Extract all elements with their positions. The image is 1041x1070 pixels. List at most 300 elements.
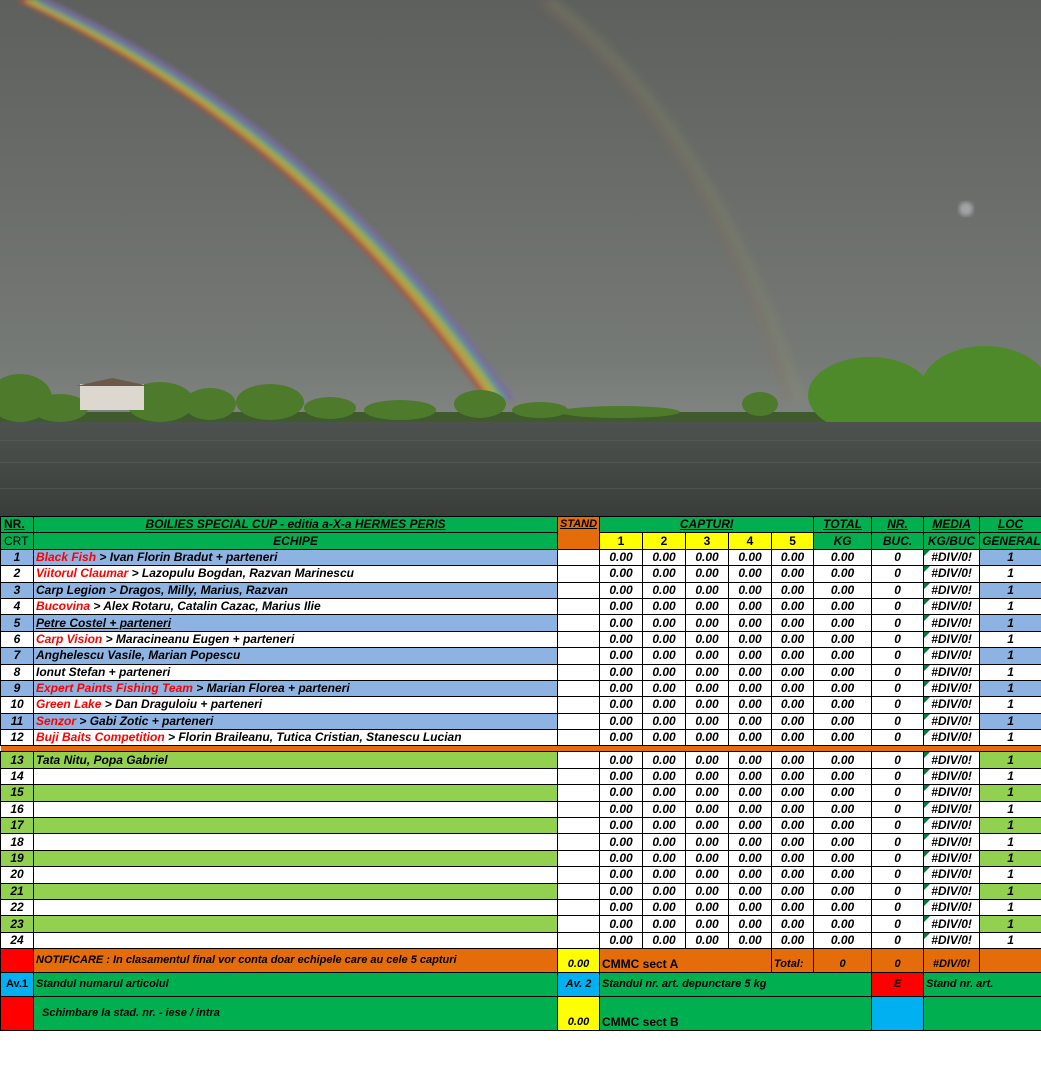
capture-cell[interactable]: 0.00 (643, 730, 686, 746)
stand-cell[interactable] (558, 549, 600, 565)
capture-cell[interactable]: 0.00 (600, 867, 643, 883)
capture-cell[interactable]: 0.00 (729, 899, 772, 915)
capture-cell[interactable]: 0.00 (729, 818, 772, 834)
capture-cell[interactable]: 0.00 (643, 916, 686, 932)
team-members: > Lazopulu Bogdan, Razvan Marinescu (128, 566, 354, 581)
header-cap-1: 1 (600, 533, 643, 549)
buc-cell: 0 (872, 785, 924, 801)
capture-cell[interactable]: 0.00 (643, 883, 686, 899)
capture-cell[interactable]: 0.00 (772, 615, 814, 631)
capture-cell[interactable]: 0.00 (772, 818, 814, 834)
stand-cell[interactable] (558, 818, 600, 834)
media-cell (924, 566, 980, 582)
team-members: > Ivan Florin Bradut + parteneri (96, 549, 278, 564)
capture-cell[interactable]: 0.00 (772, 834, 814, 850)
capture-cell[interactable]: 0.00 (729, 582, 772, 598)
stand-cell[interactable] (558, 648, 600, 664)
total-kg-cell: 0.00 (814, 598, 872, 614)
team-club: Expert Paints Fishing Team (36, 681, 193, 696)
media-cell (924, 785, 980, 801)
team-members: Anghelescu Vasile, Marian Popescu (36, 648, 241, 663)
total-buc: 0 (872, 949, 924, 973)
media-value: #DIV/0! (931, 631, 972, 646)
row-number: 9 (1, 680, 34, 696)
header-total: TOTAL (814, 517, 872, 533)
capture-cell[interactable]: 0.00 (643, 566, 686, 582)
capture-cell[interactable]: 0.00 (772, 867, 814, 883)
team-members: > Alex Rotaru, Catalin Cazac, Marius Ilie (90, 599, 321, 614)
error-indicator-icon (924, 802, 930, 808)
capture-cell[interactable]: 0.00 (772, 899, 814, 915)
capture-cell[interactable]: 0.00 (772, 916, 814, 932)
loc-cell: 1 (980, 631, 1041, 647)
media-value: #DIV/0! (931, 697, 972, 712)
header-stand: STAND (558, 517, 600, 550)
loc-cell: 1 (980, 867, 1041, 883)
stand-cell[interactable] (558, 697, 600, 713)
capture-cell[interactable]: 0.00 (772, 730, 814, 746)
standul-av2: Standul nr. art. depunctare 5 kg (600, 973, 872, 997)
capture-cell[interactable]: 0.00 (643, 801, 686, 817)
capture-cell[interactable]: 0.00 (686, 598, 729, 614)
team-name (34, 697, 558, 713)
table-row (1, 697, 1041, 713)
media-value: #DIV/0! (931, 566, 972, 581)
capture-cell[interactable]: 0.00 (686, 680, 729, 696)
capture-cell[interactable]: 0.00 (772, 648, 814, 664)
capture-cell[interactable]: 0.00 (600, 566, 643, 582)
capture-cell[interactable]: 0.00 (600, 697, 643, 713)
capture-cell[interactable]: 0.00 (643, 834, 686, 850)
capture-cell[interactable]: 0.00 (686, 582, 729, 598)
table-row (1, 566, 1041, 582)
media-value: #DIV/0! (931, 916, 972, 931)
header-loc: LOC (980, 517, 1041, 533)
capture-cell[interactable]: 0.00 (643, 598, 686, 614)
header-kgbuc: KG/BUC (924, 533, 980, 549)
capture-cell[interactable]: 0.00 (643, 664, 686, 680)
stand-cell[interactable] (558, 899, 600, 915)
row-number: 16 (1, 801, 34, 817)
capture-cell[interactable]: 0.00 (686, 916, 729, 932)
capture-cell[interactable]: 0.00 (729, 730, 772, 746)
error-indicator-icon (924, 834, 930, 840)
stand-cell[interactable] (558, 834, 600, 850)
media-cell (924, 932, 980, 948)
stand-cell[interactable] (558, 730, 600, 746)
error-indicator-icon (924, 665, 930, 671)
sector-b-value: 0.00 (558, 997, 600, 1031)
stand-cell[interactable] (558, 752, 600, 768)
capture-cell[interactable]: 0.00 (600, 664, 643, 680)
capture-cell[interactable]: 0.00 (643, 631, 686, 647)
capture-cell[interactable]: 0.00 (729, 785, 772, 801)
capture-cell[interactable]: 0.00 (772, 785, 814, 801)
capture-cell[interactable]: 0.00 (643, 850, 686, 866)
header-nr2: NR. (872, 517, 924, 533)
capture-cell[interactable]: 0.00 (600, 680, 643, 696)
team-members: Carp Legion > Dragos, Milly, Marius, Razvan (36, 582, 288, 597)
team-name (34, 648, 558, 664)
stand-cell[interactable] (558, 615, 600, 631)
total-kg-cell: 0.00 (814, 713, 872, 729)
stand-cell[interactable] (558, 916, 600, 932)
stand-cell[interactable] (558, 867, 600, 883)
team-club: Green Lake (36, 697, 102, 712)
capture-cell[interactable]: 0.00 (729, 801, 772, 817)
total-kg: 0 (814, 949, 872, 973)
error-indicator-icon (924, 916, 930, 922)
capture-cell[interactable]: 0.00 (643, 932, 686, 948)
total-kg-cell: 0.00 (814, 582, 872, 598)
total-loc (980, 949, 1041, 973)
capture-cell[interactable]: 0.00 (643, 648, 686, 664)
capture-cell[interactable]: 0.00 (686, 713, 729, 729)
team-club: Carp Vision (36, 631, 103, 646)
loc-cell: 1 (980, 713, 1041, 729)
team-name (34, 916, 558, 932)
table-row (1, 834, 1041, 850)
capture-cell[interactable]: 0.00 (729, 664, 772, 680)
table-row (1, 664, 1041, 680)
capture-cell[interactable]: 0.00 (772, 768, 814, 784)
capture-cell[interactable]: 0.00 (686, 549, 729, 565)
loc-cell: 1 (980, 598, 1041, 614)
team-name (34, 549, 558, 565)
capture-cell[interactable]: 0.00 (643, 867, 686, 883)
capture-cell[interactable]: 0.00 (600, 752, 643, 768)
capture-cell[interactable]: 0.00 (772, 697, 814, 713)
header-echipe: ECHIPE (34, 533, 558, 549)
capture-cell[interactable]: 0.00 (729, 713, 772, 729)
media-cell (924, 768, 980, 784)
media-value: #DIV/0! (931, 883, 972, 898)
notificare-marker (1, 949, 34, 973)
media-value: #DIV/0! (931, 648, 972, 663)
error-indicator-icon (924, 615, 930, 621)
capture-cell[interactable]: 0.00 (729, 752, 772, 768)
capture-cell[interactable]: 0.00 (686, 818, 729, 834)
capture-cell[interactable]: 0.00 (643, 582, 686, 598)
table-row (1, 713, 1041, 729)
av2-label: Av. 2 (558, 973, 600, 997)
stand-cell[interactable] (558, 582, 600, 598)
media-value: #DIV/0! (931, 801, 972, 816)
total-kg-cell: 0.00 (814, 752, 872, 768)
media-value: #DIV/0! (931, 785, 972, 800)
capture-cell[interactable]: 0.00 (729, 867, 772, 883)
team-name (34, 850, 558, 866)
capture-cell[interactable]: 0.00 (729, 834, 772, 850)
capture-cell[interactable]: 0.00 (643, 785, 686, 801)
row-number: 22 (1, 899, 34, 915)
buc-cell: 0 (872, 916, 924, 932)
media-value: #DIV/0! (931, 867, 972, 882)
buc-cell: 0 (872, 680, 924, 696)
header-photo (0, 0, 1041, 516)
schimbare-text: Schimbare la stad. nr. - iese / intra (34, 997, 558, 1031)
team-club: Senzor (36, 713, 77, 728)
capture-cell[interactable]: 0.00 (686, 648, 729, 664)
buc-cell: 0 (872, 850, 924, 866)
team-members: > Dan Draguloiu + parteneri (101, 697, 263, 712)
buc-cell: 0 (872, 730, 924, 746)
loc-cell: 1 (980, 916, 1041, 932)
capture-cell[interactable]: 0.00 (729, 648, 772, 664)
av1-label: Av.1 (1, 973, 34, 997)
row-number: 4 (1, 598, 34, 614)
capture-cell[interactable]: 0.00 (772, 932, 814, 948)
capture-cell[interactable]: 0.00 (729, 768, 772, 784)
capture-cell[interactable]: 0.00 (729, 549, 772, 565)
capture-cell[interactable]: 0.00 (600, 730, 643, 746)
team-name (34, 883, 558, 899)
capture-cell[interactable]: 0.00 (686, 801, 729, 817)
capture-cell[interactable]: 0.00 (686, 697, 729, 713)
stand-cell[interactable] (558, 785, 600, 801)
stand-cell[interactable] (558, 566, 600, 582)
buc-cell: 0 (872, 834, 924, 850)
capture-cell[interactable]: 0.00 (772, 598, 814, 614)
cmmc-sector-a: CMMC sect A (600, 949, 772, 973)
capture-cell[interactable]: 0.00 (600, 834, 643, 850)
capture-cell[interactable]: 0.00 (772, 850, 814, 866)
total-kg-cell: 0.00 (814, 932, 872, 948)
table-row (1, 752, 1041, 768)
table-row (1, 631, 1041, 647)
team-members: Tata Nitu, Popa Gabriel (36, 752, 168, 767)
row-number: 1 (1, 549, 34, 565)
capture-cell[interactable]: 0.00 (729, 566, 772, 582)
table-row (1, 801, 1041, 817)
error-indicator-icon (924, 566, 930, 572)
team-name (34, 631, 558, 647)
total-kg-cell: 0.00 (814, 883, 872, 899)
total-kg-cell: 0.00 (814, 916, 872, 932)
media-value: #DIV/0! (931, 713, 972, 728)
total-kg-cell: 0.00 (814, 648, 872, 664)
capture-cell[interactable]: 0.00 (772, 713, 814, 729)
capture-cell[interactable]: 0.00 (643, 713, 686, 729)
team-members: > Maracineanu Eugen + parteneri (102, 631, 295, 646)
table-row (1, 785, 1041, 801)
capture-cell[interactable]: 0.00 (686, 566, 729, 582)
stand-cell[interactable] (558, 801, 600, 817)
capture-cell[interactable]: 0.00 (643, 818, 686, 834)
capture-cell[interactable]: 0.00 (600, 932, 643, 948)
table-row (1, 598, 1041, 614)
buc-cell: 0 (872, 664, 924, 680)
capture-cell[interactable]: 0.00 (772, 549, 814, 565)
media-cell (924, 730, 980, 746)
header-capturi: CAPTURI (600, 517, 814, 533)
team-club: Bucovina (36, 599, 91, 614)
row-number: 13 (1, 752, 34, 768)
error-indicator-icon (924, 851, 930, 857)
schimbare-marker (1, 997, 34, 1031)
row-number: 23 (1, 916, 34, 932)
error-indicator-icon (924, 867, 930, 873)
media-value: #DIV/0! (931, 752, 972, 767)
buc-cell: 0 (872, 648, 924, 664)
capture-cell[interactable]: 0.00 (686, 768, 729, 784)
stand-cell[interactable] (558, 883, 600, 899)
capture-cell[interactable]: 0.00 (643, 615, 686, 631)
stand-cell[interactable] (558, 598, 600, 614)
stand-cell[interactable] (558, 932, 600, 948)
capture-cell[interactable]: 0.00 (686, 899, 729, 915)
capture-cell[interactable]: 0.00 (600, 631, 643, 647)
standul-av1: Standul numarul articolul (34, 973, 558, 997)
loc-cell: 1 (980, 615, 1041, 631)
media-cell (924, 615, 980, 631)
loc-cell: 1 (980, 883, 1041, 899)
capture-cell[interactable]: 0.00 (686, 932, 729, 948)
capture-cell[interactable]: 0.00 (772, 566, 814, 582)
buc-cell: 0 (872, 697, 924, 713)
header-cap-5: 5 (772, 533, 814, 549)
capture-cell[interactable]: 0.00 (600, 648, 643, 664)
stand-cell[interactable] (558, 680, 600, 696)
capture-cell[interactable]: 0.00 (686, 785, 729, 801)
stand-cell[interactable] (558, 713, 600, 729)
capture-cell[interactable]: 0.00 (600, 615, 643, 631)
capture-cell[interactable]: 0.00 (643, 899, 686, 915)
capture-cell[interactable]: 0.00 (600, 850, 643, 866)
media-cell (924, 850, 980, 866)
capture-cell[interactable]: 0.00 (686, 752, 729, 768)
error-indicator-icon (924, 681, 930, 687)
capture-cell[interactable]: 0.00 (729, 916, 772, 932)
header-kg: KG (814, 533, 872, 549)
capture-cell[interactable]: 0.00 (600, 818, 643, 834)
capture-cell[interactable]: 0.00 (729, 598, 772, 614)
sector-a-value: 0.00 (558, 949, 600, 973)
error-indicator-icon (924, 697, 930, 703)
media-cell (924, 752, 980, 768)
team-name (34, 801, 558, 817)
capture-cell[interactable]: 0.00 (600, 549, 643, 565)
error-indicator-icon (924, 599, 930, 605)
rainbow-lake-illustration (0, 0, 1041, 516)
capture-cell[interactable]: 0.00 (643, 768, 686, 784)
capture-cell[interactable]: 0.00 (686, 615, 729, 631)
buc-cell: 0 (872, 768, 924, 784)
buc-cell: 0 (872, 582, 924, 598)
capture-cell[interactable]: 0.00 (600, 916, 643, 932)
team-name (34, 867, 558, 883)
capture-cell[interactable]: 0.00 (600, 598, 643, 614)
capture-cell[interactable]: 0.00 (729, 697, 772, 713)
buc-cell: 0 (872, 713, 924, 729)
capture-cell[interactable]: 0.00 (600, 785, 643, 801)
loc-cell: 1 (980, 932, 1041, 948)
row-number: 6 (1, 631, 34, 647)
capture-cell[interactable]: 0.00 (686, 883, 729, 899)
capture-cell[interactable]: 0.00 (772, 883, 814, 899)
capture-cell[interactable]: 0.00 (686, 631, 729, 647)
capture-cell[interactable]: 0.00 (600, 801, 643, 817)
stand-cell[interactable] (558, 631, 600, 647)
stand-cell[interactable] (558, 850, 600, 866)
table-row (1, 730, 1041, 746)
row-number: 5 (1, 615, 34, 631)
e-label: E (872, 973, 924, 997)
capture-cell[interactable]: 0.00 (600, 713, 643, 729)
media-value: #DIV/0! (931, 851, 972, 865)
capture-cell[interactable]: 0.00 (729, 850, 772, 866)
header-buc: BUC. (872, 533, 924, 549)
capture-cell[interactable]: 0.00 (686, 867, 729, 883)
media-cell (924, 598, 980, 614)
media-cell (924, 648, 980, 664)
loc-cell: 1 (980, 801, 1041, 817)
capture-cell[interactable]: 0.00 (772, 582, 814, 598)
capture-cell[interactable]: 0.00 (772, 664, 814, 680)
team-name (34, 730, 558, 746)
capture-cell[interactable]: 0.00 (643, 680, 686, 696)
error-indicator-icon (924, 769, 930, 775)
media-cell (924, 680, 980, 696)
media-cell (924, 801, 980, 817)
capture-cell[interactable]: 0.00 (772, 680, 814, 696)
header-nr: NR. (1, 517, 34, 533)
row-number: 2 (1, 566, 34, 582)
capture-cell[interactable]: 0.00 (600, 768, 643, 784)
capture-cell[interactable]: 0.00 (729, 615, 772, 631)
row-number: 17 (1, 818, 34, 834)
capture-cell[interactable]: 0.00 (686, 834, 729, 850)
capture-cell[interactable]: 0.00 (686, 730, 729, 746)
capture-cell[interactable]: 0.00 (772, 752, 814, 768)
team-name (34, 713, 558, 729)
loc-cell: 1 (980, 697, 1041, 713)
total-kg-cell: 0.00 (814, 631, 872, 647)
stand-cell[interactable] (558, 768, 600, 784)
team-name (34, 752, 558, 768)
capture-cell[interactable]: 0.00 (772, 801, 814, 817)
ranking-table (0, 516, 1041, 1031)
capture-cell[interactable]: 0.00 (643, 752, 686, 768)
capture-cell[interactable]: 0.00 (600, 883, 643, 899)
loc-cell: 1 (980, 664, 1041, 680)
capture-cell[interactable]: 0.00 (600, 582, 643, 598)
media-cell (924, 631, 980, 647)
capture-cell[interactable]: 0.00 (729, 883, 772, 899)
error-indicator-icon (924, 933, 930, 939)
team-name (34, 818, 558, 834)
capture-cell[interactable]: 0.00 (643, 697, 686, 713)
capture-cell[interactable]: 0.00 (729, 631, 772, 647)
team-name (34, 768, 558, 784)
capture-cell[interactable]: 0.00 (772, 631, 814, 647)
team-members: > Marian Florea + parteneri (192, 681, 350, 696)
stand-cell[interactable] (558, 664, 600, 680)
capture-cell[interactable]: 0.00 (729, 680, 772, 696)
media-value: #DIV/0! (931, 615, 972, 630)
total-kg-cell: 0.00 (814, 768, 872, 784)
buc-cell: 0 (872, 566, 924, 582)
capture-cell[interactable]: 0.00 (729, 932, 772, 948)
capture-cell[interactable]: 0.00 (686, 850, 729, 866)
capture-cell[interactable]: 0.00 (686, 664, 729, 680)
capture-cell[interactable]: 0.00 (600, 899, 643, 915)
loc-cell: 1 (980, 752, 1041, 768)
loc-cell: 1 (980, 850, 1041, 866)
header-media: MEDIA (924, 517, 980, 533)
loc-cell: 1 (980, 566, 1041, 582)
capture-cell[interactable]: 0.00 (643, 549, 686, 565)
